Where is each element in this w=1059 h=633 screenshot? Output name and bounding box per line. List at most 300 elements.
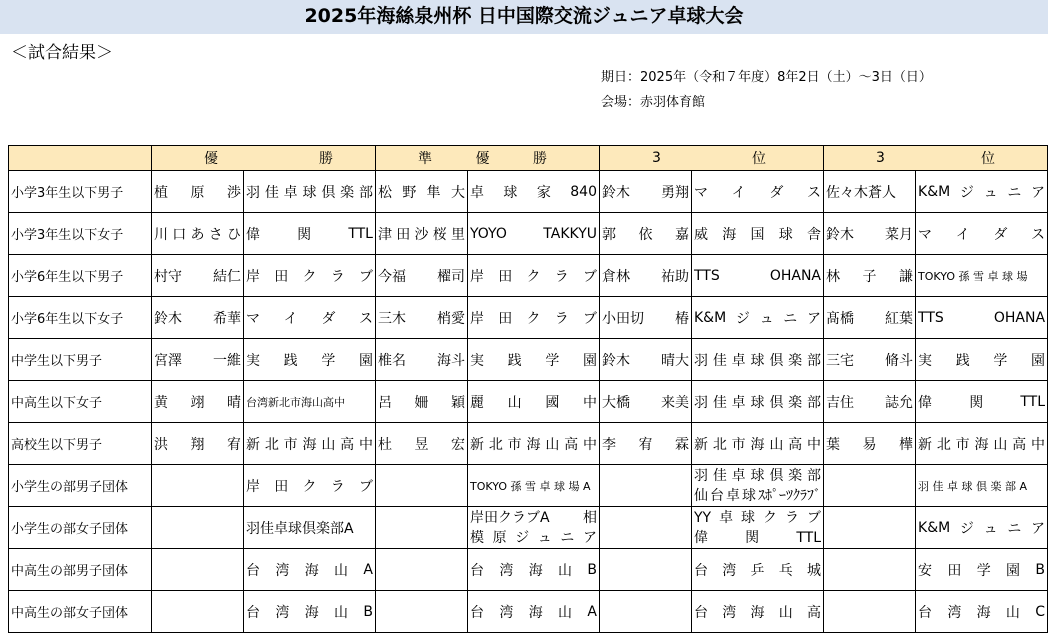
cell-token: 卓 [731, 467, 746, 484]
cell-line [470, 528, 597, 548]
cell-token: 関 [297, 226, 312, 243]
cell-token: 球 [750, 467, 765, 484]
cell-token: 湾 [275, 604, 290, 621]
cell-token: 誌允 [885, 394, 914, 411]
cell-token: 川 [154, 226, 168, 243]
cell-token: 学 [321, 352, 336, 369]
cell-token: 羽 [694, 394, 708, 411]
cell-token: 園 [358, 352, 373, 369]
cell-token: YY [694, 509, 712, 526]
cell-token: 海 [304, 604, 319, 621]
cell-token: YOYO [470, 225, 507, 242]
cell-token: 城 [807, 562, 821, 579]
cell-token: 倶 [769, 352, 784, 369]
cell-line [470, 508, 597, 528]
cell-token: 台 [246, 562, 260, 579]
third-b-player-cell [824, 423, 916, 465]
cell-token: 岸 [470, 268, 484, 285]
cell-token: 樺 [899, 436, 914, 453]
cell-token: 中 [806, 436, 821, 453]
cell-token: 実 [918, 352, 933, 369]
cell-token: ア [582, 529, 597, 546]
third-a-team-cell [692, 255, 824, 297]
cell-token: ュ [759, 310, 774, 327]
cell-token: 中 [582, 394, 597, 411]
cell-token: ブ [359, 478, 373, 495]
cell-token: 洪 [154, 436, 168, 453]
cell-token: 霖 [675, 436, 689, 453]
cell-token: 宮澤 [154, 352, 182, 369]
cell-token: 湾 [499, 604, 514, 621]
cell-token: 隼 [426, 184, 441, 201]
cell-token: 中 [358, 436, 373, 453]
cell-token: 北 [712, 436, 727, 453]
third-a-player-cell [600, 423, 692, 465]
cell-token: 準 [418, 151, 432, 167]
cell-token: 位 [981, 151, 996, 167]
cell-token: 優 [475, 151, 490, 167]
cell-token: 台 [470, 562, 484, 579]
cell-token: 里 [451, 226, 465, 243]
cell-token: 椿 [675, 310, 689, 327]
cell-token: 鈴木 [602, 352, 630, 369]
runner-up-player-cell [376, 507, 468, 549]
runner-up-player-cell [376, 591, 468, 633]
cell-token: 球 [750, 394, 765, 411]
cell-text: 羽 佳 卓 球 倶 楽 部 A [918, 479, 1028, 493]
cell-token: 北 [264, 436, 279, 453]
champion-player-cell [152, 339, 244, 381]
cell-token: 山 [334, 562, 349, 579]
cell-token: ス [358, 310, 373, 327]
champion-team-cell [244, 423, 376, 465]
cell-token: 勇翔 [661, 184, 689, 201]
third-b-team-cell [916, 171, 1048, 213]
cell-token: 田 [274, 268, 289, 285]
header-champion [152, 146, 376, 171]
cell-token: 台 [710, 487, 724, 504]
cell-token: 鈴木 [602, 184, 630, 201]
champion-team-cell [244, 507, 376, 549]
cell-token: 関 [969, 394, 984, 411]
cell-token: 口 [172, 226, 187, 243]
cell-token: ア [1031, 184, 1046, 201]
cell-token: 晴大 [661, 352, 689, 369]
cell-token: 宥 [227, 436, 241, 453]
cell-text: TOKYO 孫 雪 卓 球 場 A [470, 479, 591, 493]
cell-token: 位 [752, 151, 767, 167]
cell-token: 新 [470, 436, 484, 453]
table-row [9, 591, 1048, 633]
cell-token: 践 [283, 352, 298, 369]
cell-token: マ [918, 226, 933, 243]
cell-token: 海 [528, 604, 543, 621]
cell-token: ひ [227, 226, 241, 243]
champion-team-cell [244, 297, 376, 339]
cell-token: 祐助 [661, 268, 689, 285]
cell-token: 佳 [264, 184, 279, 201]
champion-player-cell [152, 171, 244, 213]
third-b-team-cell [916, 339, 1048, 381]
runner-up-team-cell [468, 213, 600, 255]
cell-token: ク [302, 268, 317, 285]
third-b-player-cell [824, 171, 916, 213]
cell-token: 田 [498, 310, 513, 327]
runner-up-player-cell [376, 297, 468, 339]
champion-player-cell [152, 549, 244, 591]
cell-token: 鈴木 [826, 226, 855, 243]
cell-token: 今福 [378, 268, 406, 285]
cell-token: 田 [274, 478, 289, 495]
cell-token: 倶 [769, 394, 784, 411]
cell-token: ジ [959, 520, 974, 537]
third-a-team-cell [692, 465, 824, 507]
cell-token: 球 [302, 184, 317, 201]
cell-token: ュ [537, 529, 552, 546]
cell-token: 田 [396, 226, 411, 243]
cell-token: 岸田クラブA [470, 509, 550, 526]
cell-token: 新 [918, 436, 933, 453]
third-a-player-cell [600, 297, 692, 339]
cell-token: B [363, 603, 373, 620]
cell-token: 津 [378, 226, 392, 243]
cell-token: B [1035, 561, 1045, 578]
cell-token: 葉 [826, 436, 841, 453]
third-a-player-cell [600, 591, 692, 633]
cell-token: 中 [1030, 436, 1045, 453]
cell-token: 仙 [694, 487, 708, 504]
cell-token: ク [526, 268, 541, 285]
cell-token: 学 [545, 352, 560, 369]
cell-token: 倶 [769, 467, 784, 484]
category-cell: 小学6年生以下男子 [9, 255, 152, 297]
runner-up-team-cell [468, 171, 600, 213]
cell-token: 岸 [246, 478, 260, 495]
cell-token: 部 [358, 184, 373, 201]
cell-token: OHANA [993, 309, 1046, 326]
cell-token: 羽 [694, 467, 708, 484]
third-b-team-cell [916, 297, 1048, 339]
champion-player-cell [152, 465, 244, 507]
cell-token: 来美 [661, 394, 689, 411]
third-a-team-cell [692, 507, 824, 549]
cell-token: 践 [955, 352, 970, 369]
cell-token: ジ [515, 529, 530, 546]
cell-token: ラ [554, 268, 569, 285]
cell-token: 杜 [378, 436, 392, 453]
champion-player-cell [152, 297, 244, 339]
cell-token: イ [283, 310, 298, 327]
cell-token: 偉 [694, 529, 708, 546]
cell-token: ク [302, 478, 317, 495]
cell-token: 台 [470, 604, 484, 621]
cell-token: 三木 [378, 310, 406, 327]
third-a-player-cell [600, 381, 692, 423]
champion-team-cell [244, 255, 376, 297]
header-third-b [824, 146, 1048, 171]
cell-token: 子 [862, 268, 877, 285]
cell-token: 黄 [154, 394, 168, 411]
cell-token: 岸 [246, 268, 260, 285]
cell-token: B [587, 561, 597, 578]
cell-token: 昱 [414, 436, 429, 453]
cell-token: 原 [492, 529, 507, 546]
cell-token: 佳 [712, 394, 727, 411]
cell-token: 高 [788, 436, 803, 453]
third-a-team-cell [692, 591, 824, 633]
cell-token: K&M [918, 183, 951, 200]
cell-token: ダ [769, 184, 784, 201]
cell-token: 山 [321, 436, 336, 453]
cell-token: 偉 [246, 226, 260, 243]
cell-token: 優 [204, 151, 218, 167]
cell-token: 新 [694, 436, 708, 453]
cell-token: ジ [959, 184, 974, 201]
cell-token: 湾 [275, 562, 290, 579]
cell-token: 高 [1012, 436, 1027, 453]
champion-player-cell [152, 213, 244, 255]
champion-player-cell [152, 423, 244, 465]
cell-token: 偉 [918, 394, 933, 411]
header-row [9, 146, 1048, 171]
header-blank [9, 146, 152, 171]
cell-line [694, 508, 821, 528]
cell-token: 学 [976, 562, 991, 579]
results-heading: ＜試合結果＞ [11, 43, 113, 63]
cell-token: 穎 [451, 394, 465, 411]
cell-token: ラ [330, 478, 345, 495]
cell-token: 球 [741, 509, 756, 526]
cell-token: 部 [806, 352, 821, 369]
cell-token: A [587, 603, 597, 620]
cell-token: マ [694, 184, 708, 201]
cell-token: 840 [570, 183, 597, 200]
cell-token: 卓 [719, 509, 734, 526]
cell-token: 高 [564, 436, 579, 453]
cell-token: 海 [974, 436, 989, 453]
third-a-team-cell [692, 549, 824, 591]
cell-token: 山 [558, 562, 573, 579]
third-b-team-cell [916, 591, 1048, 633]
cell-token: 高 [340, 436, 355, 453]
runner-up-team-cell [468, 549, 600, 591]
cell-token: 植 [154, 184, 168, 201]
cell-token: 山 [778, 604, 793, 621]
third-a-team-cell [692, 339, 824, 381]
cell-token: 家 [536, 184, 551, 201]
cell-token: 佳 [712, 467, 727, 484]
cell-token: 3 [652, 150, 661, 166]
cell-token: 謙 [899, 268, 914, 285]
cell-token: 3 [876, 150, 885, 166]
cell-token: 村守 [154, 268, 182, 285]
champion-player-cell [152, 381, 244, 423]
cell-token: 球 [742, 487, 756, 504]
cell-token: ュ [983, 520, 998, 537]
cell-token: 山 [993, 436, 1008, 453]
third-b-team-cell [916, 255, 1048, 297]
cell-token: 倉林 [602, 268, 630, 285]
champion-team-cell [244, 339, 376, 381]
third-b-team-cell [916, 381, 1048, 423]
cell-token: ク [763, 509, 778, 526]
cell-token: 依 [638, 226, 653, 243]
cell-token: 羽 [246, 184, 260, 201]
runner-up-player-cell [376, 423, 468, 465]
cell-token: ダ [993, 226, 1008, 243]
third-b-player-cell [824, 213, 916, 255]
cell-token: 新 [246, 436, 260, 453]
cell-token: 海 [304, 562, 319, 579]
third-a-team-cell [692, 213, 824, 255]
cell-token: 大橋 [602, 394, 630, 411]
cell-token: 海 [528, 562, 543, 579]
table-row [9, 381, 1048, 423]
venue-line: 会場：赤羽体育館 [601, 95, 706, 110]
cell-token: 麗 [470, 394, 484, 411]
cell-text: 台湾新北市海山高中 [246, 395, 345, 409]
cell-line [694, 486, 821, 506]
cell-token: 海 [976, 604, 991, 621]
table-row [9, 255, 1048, 297]
runner-up-team-cell [468, 339, 600, 381]
cell-token: 椎名 [378, 352, 406, 369]
cell-token: ニ [560, 529, 575, 546]
cell-token: 結仁 [213, 268, 241, 285]
cell-token: 佐々木蒼人 [826, 184, 897, 201]
cell-token: 実 [246, 352, 260, 369]
table-row [9, 339, 1048, 381]
cell-token: 翔 [190, 436, 205, 453]
cell-token: 台 [918, 604, 933, 621]
cell-token: 山 [334, 604, 349, 621]
cell-token: 湾 [722, 604, 737, 621]
cell-token: 海 [526, 436, 541, 453]
table-row [9, 465, 1048, 507]
cell-token: 佳 [712, 352, 727, 369]
cell-token: 楽 [340, 184, 355, 201]
cell-token: ブ [806, 509, 821, 526]
cell-token: ス [1031, 226, 1046, 243]
third-a-player-cell [600, 339, 692, 381]
cell-token: ｽﾎﾟｰﾂｸﾗﾌﾞ [758, 487, 821, 504]
cell-token: TAKKYU [543, 225, 597, 242]
cell-token: 國 [545, 394, 560, 411]
cell-token: 部 [806, 394, 821, 411]
cell-token: 髙橋 [826, 310, 855, 327]
third-b-player-cell [824, 549, 916, 591]
header-third-a [600, 146, 824, 171]
cell-token: 卓 [470, 184, 484, 201]
cell-token: 学 [993, 352, 1008, 369]
third-b-player-cell [824, 591, 916, 633]
cell-token: あ [190, 226, 205, 243]
third-b-player-cell [824, 339, 916, 381]
cell-token: 園 [1006, 562, 1021, 579]
category-cell: 中高生以下女子 [9, 381, 152, 423]
cell-token: 倶 [321, 184, 336, 201]
cell-token: 岸 [470, 310, 484, 327]
results-table [8, 145, 1048, 633]
cell-token: TTL [796, 529, 822, 546]
runner-up-player-cell [376, 381, 468, 423]
cell-token: 呂 [378, 394, 392, 411]
cell-token: 鈴木 [154, 310, 182, 327]
cell-token: 姍 [414, 394, 429, 411]
cell-token: 山 [1005, 604, 1020, 621]
third-a-player-cell [600, 549, 692, 591]
third-b-player-cell [824, 465, 916, 507]
third-a-player-cell [600, 465, 692, 507]
cell-token: 宥 [638, 436, 653, 453]
category-cell: 高校生以下男子 [9, 423, 152, 465]
cell-token: 小田切 [602, 310, 644, 327]
third-b-team-cell [916, 507, 1048, 549]
cell-token: 乓 [778, 562, 793, 579]
runner-up-player-cell [376, 171, 468, 213]
third-a-team-cell [692, 423, 824, 465]
cell-token: 園 [1031, 352, 1046, 369]
cell-token: 梢愛 [437, 310, 465, 327]
cell-token: 嘉 [675, 226, 689, 243]
cell-token: 田 [498, 268, 513, 285]
cell-token: 卓 [283, 184, 298, 201]
champion-player-cell [152, 507, 244, 549]
cell-token: 菜月 [885, 226, 914, 243]
cell-token: 羽佳卓球倶楽部A [246, 520, 354, 537]
cell-token: 国 [750, 226, 765, 243]
runner-up-team-cell [468, 591, 600, 633]
cell-token: 海 [750, 436, 765, 453]
header-runner-up [376, 146, 600, 171]
cell-token: ダ [321, 310, 336, 327]
cell-token: 易 [862, 436, 877, 453]
cell-token: イ [731, 184, 746, 201]
champion-team-cell [244, 591, 376, 633]
cell-token: 松 [378, 184, 392, 201]
runner-up-player-cell [376, 255, 468, 297]
table-row [9, 549, 1048, 591]
cell-token: 脩斗 [885, 352, 914, 369]
third-b-player-cell [824, 255, 916, 297]
cell-token: 舎 [807, 226, 821, 243]
cell-token: ラ [784, 509, 799, 526]
cell-token: 球 [750, 352, 765, 369]
cell-token: 威 [694, 226, 708, 243]
third-b-team-cell [916, 213, 1048, 255]
third-b-player-cell [824, 507, 916, 549]
cell-token: 北 [488, 436, 503, 453]
cell-token: 山 [558, 604, 573, 621]
cell-token: ニ [1007, 184, 1022, 201]
runner-up-team-cell [468, 465, 600, 507]
cell-token: 渉 [227, 184, 241, 201]
cell-token: 践 [507, 352, 522, 369]
runner-up-player-cell [376, 549, 468, 591]
cell-token: 山 [507, 394, 522, 411]
cell-token: 原 [190, 184, 205, 201]
cell-token: ニ [1007, 520, 1022, 537]
cell-token: ス [807, 184, 822, 201]
cell-token: 市 [731, 436, 746, 453]
third-a-team-cell [692, 381, 824, 423]
cell-token: 野 [402, 184, 417, 201]
cell-text: TOKYO 孫 雪 卓 球 場 [918, 269, 1028, 283]
cell-token: C [1035, 603, 1045, 620]
cell-token: TTL [348, 225, 373, 242]
cell-token: マ [246, 310, 260, 327]
cell-token: 中 [582, 436, 597, 453]
